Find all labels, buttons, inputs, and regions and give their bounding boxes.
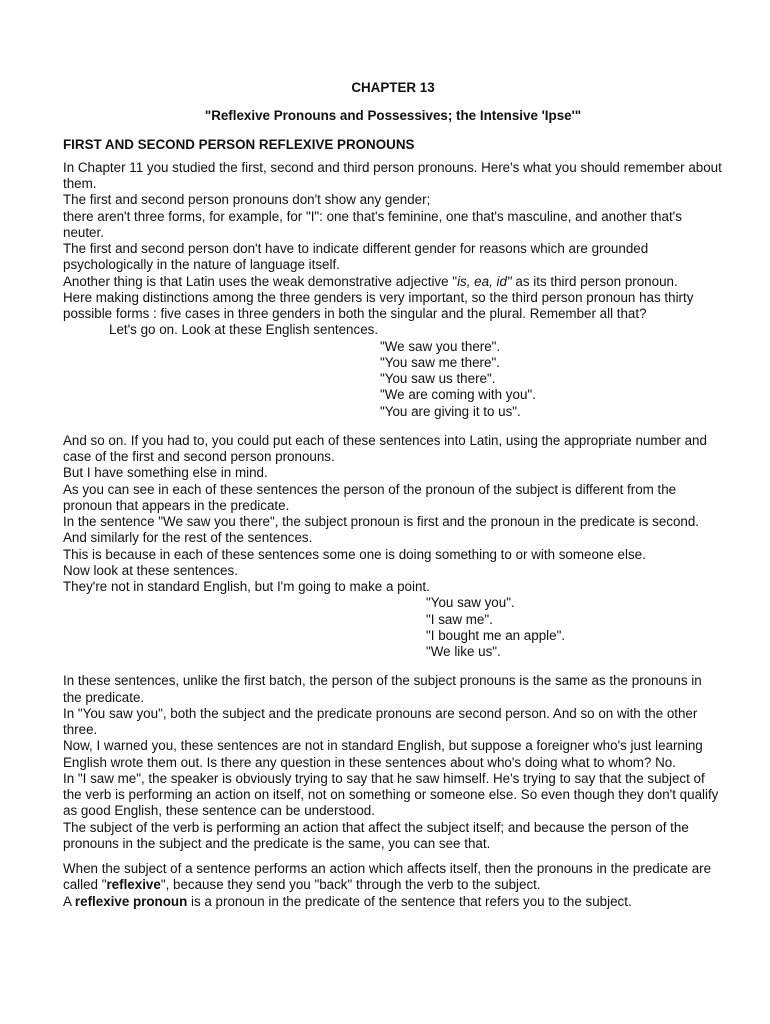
example-sentence: "You saw me there". — [380, 354, 500, 370]
middle-section — [63, 433, 723, 596]
paragraph: The first and second person pronouns don't show any gender; — [63, 192, 431, 208]
paragraph: there aren't three forms, for example, for "I": one that's feminine, one that's masculine, and another that's neuter. — [63, 208, 682, 240]
paragraph: And so on. If you had to, you could put each of these sentences into Latin, using the appropriate number and case of the first and second person pronouns. — [63, 432, 707, 464]
italic-term: is, ea, id" — [457, 273, 512, 289]
bold-term: reflexive — [106, 877, 161, 893]
paragraph: As you can see in each of these sentences the person of the pronoun of the subject is different from the pronoun that appears in the predicate. — [63, 481, 677, 513]
example-sentences-first — [63, 339, 723, 420]
paragraph: But I have something else in mind. — [63, 465, 268, 481]
paragraph: Here making distinctions among the three genders is very important, so the third person pronoun has thirty possible forms : five cases in three genders in both the singular and the plural. Remember all that? — [63, 289, 694, 321]
spacer — [63, 852, 723, 861]
paragraph: They're not in standard English, but I'm going to make a point. — [63, 579, 430, 594]
chapter-title: CHAPTER 13 — [351, 80, 435, 95]
paragraph — [63, 894, 723, 910]
paragraph: Let's go on. Look at these English sentences. — [109, 322, 379, 338]
text-run: A — [63, 893, 75, 909]
final-section — [63, 861, 723, 910]
paragraph — [63, 274, 723, 290]
intro-section — [63, 160, 723, 339]
example-sentence: "We saw you there". — [380, 338, 501, 354]
example-sentence: "We are coming with you". — [380, 387, 536, 403]
paragraph: Now look at these sentences. — [63, 562, 238, 578]
paragraph: In Chapter 11 you studied the first, second and third person pronouns. Here's what you should remember about them. — [63, 159, 722, 191]
chapter-subtitle: "Reflexive Pronouns and Possessives; the Intensive 'Ipse'" — [204, 108, 582, 124]
text-run: Another thing is that Latin uses the weak demonstrative adjective " — [63, 273, 458, 289]
paragraph: In "I saw me", the speaker is obviously trying to say that he saw himself. He's trying to say that the subject of the verb is performing an action on itself, not on something or someone else. So even though they don't qualify as good English, these sentence can be understood. — [63, 770, 719, 819]
paragraph — [63, 861, 723, 894]
example-sentence: "We like us". — [426, 644, 501, 659]
example-sentence: "You saw us there". — [380, 371, 496, 386]
text-run: as its third person pronoun. — [511, 273, 678, 289]
text-run: ", because they send you "back" through the verb to the subject. — [160, 877, 541, 893]
bold-term: reflexive pronoun — [74, 893, 188, 909]
example-sentence: "I saw me". — [426, 611, 493, 627]
example-sentence: "You saw you". — [426, 595, 515, 611]
paragraph: In these sentences, unlike the first batch, the person of the subject pronouns is the same as the pronouns in the predicate. — [63, 673, 702, 705]
paragraph: Now, I warned you, these sentences are not in standard English, but suppose a foreigner who's just learning English wrote them out. Is there any question in these sentences about who's doing what to whom? No. — [63, 738, 703, 770]
document-page — [63, 80, 723, 910]
example-sentence: "You are giving it to us". — [380, 403, 521, 419]
section-heading: FIRST AND SECOND PERSON REFLEXIVE PRONOUNS — [63, 136, 415, 152]
paragraph: In "You saw you", both the subject and the predicate pronouns are second person. And so on with the other three. — [63, 705, 698, 737]
paragraph: This is because in each of these sentences some one is doing something to or with someone else. — [63, 546, 646, 562]
paragraph: The first and second person don't have to indicate different gender for reasons which are grounded psychologically in the nature of language itself. — [63, 241, 649, 273]
paragraph: The subject of the verb is performing an action that affect the subject itself; and because the person of the pronouns in the subject and the predicate is the same, you can see that. — [63, 819, 689, 851]
example-sentence: "I bought me an apple". — [426, 627, 566, 643]
text-run: is a pronoun in the predicate of the sentence that refers you to the subject. — [187, 893, 632, 909]
paragraph: In the sentence "We saw you there", the subject pronoun is first and the pronoun in the predicate is second. And similarly for the rest of the sentences. — [63, 514, 700, 546]
example-sentences-second — [63, 595, 723, 660]
later-section — [63, 673, 723, 852]
text-run: When the subject of a sentence performs an action which affects itself, then the pronouns in the predicate are called " — [63, 861, 712, 893]
